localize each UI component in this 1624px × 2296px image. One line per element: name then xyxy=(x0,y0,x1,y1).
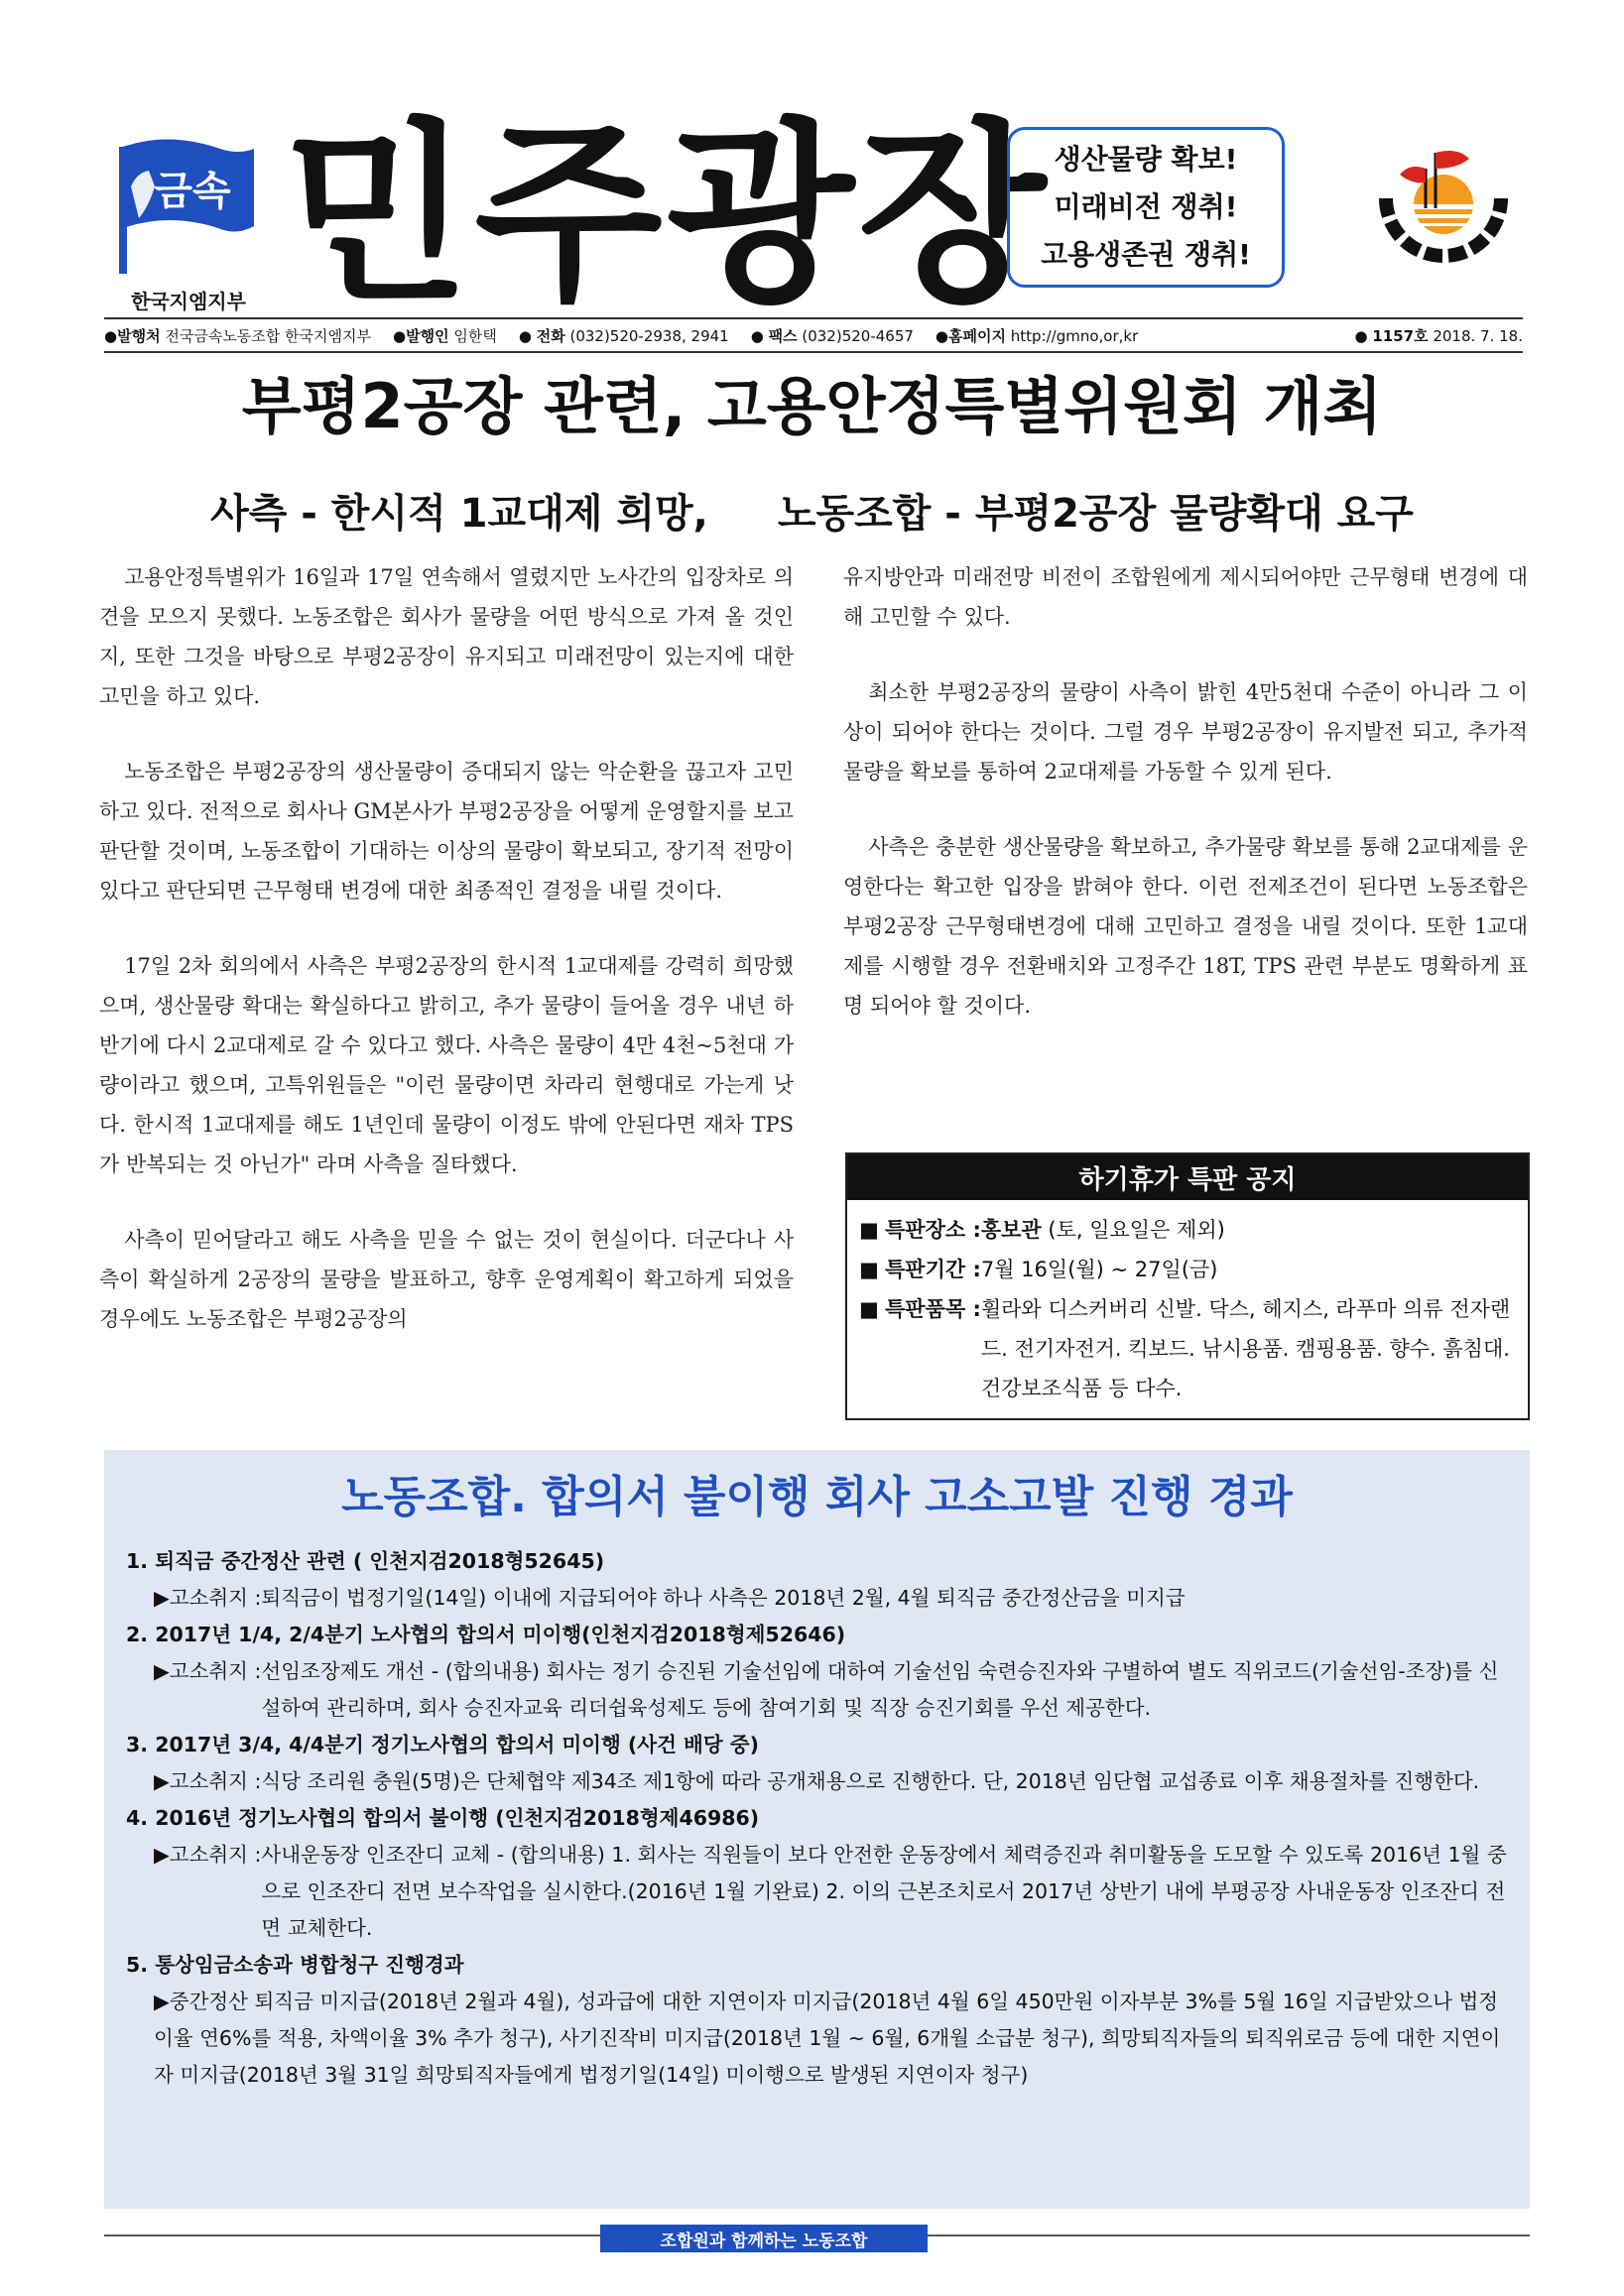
publication-info-bar xyxy=(104,317,1523,353)
publisher-info: ●발행처 전국금속노동조합 한국지엠지부 xyxy=(104,326,371,345)
issuer-info: ●발행인 임한택 xyxy=(393,326,497,345)
list-item-title: 5. 통상임금소송과 병합청구 진행경과 xyxy=(126,1953,464,1977)
notice-row-period: ■ 특판기간 : 7월 16일(월) ~ 27일(금) xyxy=(859,1250,1528,1289)
list-item-title: 4. 2016년 정기노사협의 합의서 불이행 (인천지검2018형제46986) xyxy=(126,1806,760,1830)
article-subhead xyxy=(99,486,1525,542)
list-item-title: 2. 2017년 1/4, 2/4분기 노사협의 합의서 미이행(인천지검2018형제52646) xyxy=(126,1623,846,1646)
article-headline: 부평2공장 관련, 고용안정특별위원회 개최 xyxy=(241,370,1383,442)
masthead-title: 민주광장 xyxy=(283,102,1051,328)
homepage-info: ●홈페이지 http://gmno,or,kr xyxy=(935,326,1139,345)
list-item-detail: ▶고소취지 : 사내운동장 인조잔디 교체 - (합의내용) 1. 회사는 직원들이 보다 안전한 운동장에서 체력증진과 취미활동을 도모할 수 있도록 2016년 1월 중으로 인조잔디 전면 보수작업을 실시한다.(2016년 1월 기완료) 2. 이의 근본조치로서 2017년 상반기 내에 부평공장 사내운동장 인조잔디 전면 교체한다. xyxy=(154,1843,1507,1940)
notice-title: 하기휴가 특판 공지 xyxy=(847,1154,1528,1200)
article-paragraph: 17일 2차 회의에서 사측은 부평2공장의 한시적 1교대제를 강력히 희망했으며, 생산물량 확대는 확실하다고 밝히고, 추가 물량이 들어올 경우 내년 하반기에 다시 2교대제로 갈 수 있다고 했다. 사측은 물량이 4만 4천~5천대 가량이라고 했으며, 고특위원들은 "이런 물량이면 차라리 현행대로 가는게 낫다. 한시적 1교대제를 해도 1년인데 물량이 이정도 밖에 안된다면 재차 TPS가 반복되는 것 아닌가" 라며 사측을 질타했다. xyxy=(99,954,794,1176)
article-right-column xyxy=(843,557,1528,1061)
union-emblem xyxy=(1374,139,1513,278)
union-flag-logo xyxy=(109,127,258,276)
article-left-column xyxy=(99,557,794,1375)
notice-row-location: ■ 특판장소 : 홍보관 (토, 일요일은 제외) xyxy=(859,1210,1528,1250)
article-paragraph: 유지방안과 미래전망 비전이 조합원에게 제시되어야만 근무형태 변경에 대해 고민할 수 있다. xyxy=(843,565,1528,629)
slogan-line: 생산물량 확보! xyxy=(1054,143,1238,176)
issue-info: ● 1157호 2018. 7. 18. xyxy=(1354,326,1523,345)
article-paragraph: 사측은 충분한 생산물량을 확보하고, 추가물량 확보를 통해 2교대제를 운영한다는 확고한 입장을 밝혀야 한다. 이런 전제조건이 된다면 노동조합은 부평2공장 근무형태변경에 대해 고민하고 결정을 내릴 것이다. 또한 1교대제를 시행할 경우 전환배치와 고정주간 18T, TPS 관련 부분도 명확하게 표명 되어야 할 것이다. xyxy=(843,835,1528,1018)
article-paragraph: 노동조합은 부평2공장의 생산물량이 증대되지 않는 악순환을 끊고자 고민하고 있다. 전적으로 회사나 GM본사가 부평2공장을 어떻게 운영할지를 보고 판단할 것이며, 노동조합이 기대하는 이상의 물량이 확보되고, 장기적 전망이 있다고 판단되면 근무형태 변경에 대한 최종적인 결정을 내릴 것이다. xyxy=(99,760,795,903)
union-name: 한국지엠지부 xyxy=(131,290,246,313)
list-item-detail: ▶고소취지 : 식당 조리원 충원(5명)은 단체협약 제34조 제1항에 따라 공개채용으로 진행한다. 단, 2018년 임단협 교섭종료 이후 채용절차를 진행한다. xyxy=(154,1769,1480,1793)
list-item-detail: ▶고소취지 : 퇴직금이 법정기일(14일) 이내에 지급되어야 하나 사측은 2018년 2월, 4월 퇴직금 중간정산금을 미지급 xyxy=(154,1586,1186,1610)
list-item-detail: ▶중간정산 퇴직금 미지급(2018년 2월과 4월), 성과급에 대한 지연이자 미지급(2018년 4월 6일 450만원 이자부분 3%를 5월 16일 지급받았으나 법정이율 연6%를 적용, 차액이율 3% 추가 청구), 사기진작비 미지급(2018년 1월 ~ 6월, 6개월 소급분 청구), 희망퇴직자들의 퇴직위로금 등에 대한 지연이자 미지급(2018년 3월 31일 희망퇴직자들에게 법정기일(14일) 미이행으로 발생된 지연이자 청구) xyxy=(154,1990,1501,2087)
slogan-box xyxy=(1007,127,1285,288)
square-bullet-icon: ■ xyxy=(859,1297,879,1321)
article-paragraph: 고용안정특별위가 16일과 17일 연속해서 열렸지만 노사간의 입장차로 의견을 모으지 못했다. 노동조합은 회사가 물량을 어떤 방식으로 가져 올 것인지, 또한 그것을 바탕으로 부평2공장이 유지되고 미래전망이 있는지에 대한 고민을 하고 있다. xyxy=(99,565,794,708)
lawsuit-progress-section xyxy=(104,1450,1530,2209)
subhead-union: 노동조합 - 부평2공장 물량확대 요구 xyxy=(777,491,1414,537)
square-bullet-icon: ■ xyxy=(859,1258,879,1281)
section-title: 노동조합. 합의서 불이행 회사 고소고발 진행 경과 xyxy=(341,1472,1293,1522)
list-item-detail: ▶고소취지 : 선임조장제도 개선 - (합의내용) 회사는 정기 승진된 기술선임에 대하여 기술선임 숙련승진자와 구별하여 별도 직위코드(기술선임-조장)를 신설하여 관리하며, 회사 승진자교육 리더쉽육성제도 등에 참여기회 및 직장 승진기회를 우선 제공한다. xyxy=(154,1659,1499,1720)
article-paragraph: 최소한 부평2공장의 물량이 사측이 밝힌 4만5천대 수준이 아니라 그 이상이 되어야 한다는 것이다. 그럴 경우 부평2공장이 유지발전 되고, 추가적 물량을 확보를 통하여 2교대제를 가동할 수 있게 된다. xyxy=(843,680,1528,784)
notice-row-items: ■ 특판품목 : 휠라와 디스커버리 신발. 닥스, 헤지스, 라푸마 의류 전자랜드. 전기자전거. 킥보드. 낚시용품. 캠핑용품. 향수. 흙침대. 건강보조식품 등 다수. xyxy=(859,1289,1528,1408)
list-item-title: 3. 2017년 3/4, 4/4분기 정기노사협의 합의서 미이행 (사건 배당 중) xyxy=(126,1733,759,1756)
article-paragraph: 사측이 믿어달라고 해도 사측을 믿을 수 없는 것이 현실이다. 더군다나 사측이 확실하게 2공장의 물량을 발표하고, 향후 운영계획이 확고하게 되었을 경우에도 노동조합은 부평2공장의 xyxy=(99,1228,794,1331)
phone-info: ● 전화 (032)520-2938, 2941 xyxy=(518,326,729,345)
summer-sale-notice xyxy=(845,1152,1530,1420)
logo-text: 금속 xyxy=(154,169,231,214)
subhead-company: 사측 - 한시적 1교대제 희망, xyxy=(210,491,708,537)
list-item-title: 1. 퇴직금 중간정산 관련 ( 인천지검2018형52645) xyxy=(126,1549,605,1573)
slogan-line: 고용생존권 쟁취! xyxy=(1041,238,1251,271)
fax-info: ● 팩스 (032)520-4657 xyxy=(750,326,914,345)
square-bullet-icon: ■ xyxy=(859,1218,879,1242)
footer-tagline: 조합원과 함께하는 노동조합 xyxy=(600,2225,928,2252)
lawsuit-list xyxy=(126,1543,1510,2094)
slogan-line: 미래비전 쟁취! xyxy=(1054,190,1238,223)
